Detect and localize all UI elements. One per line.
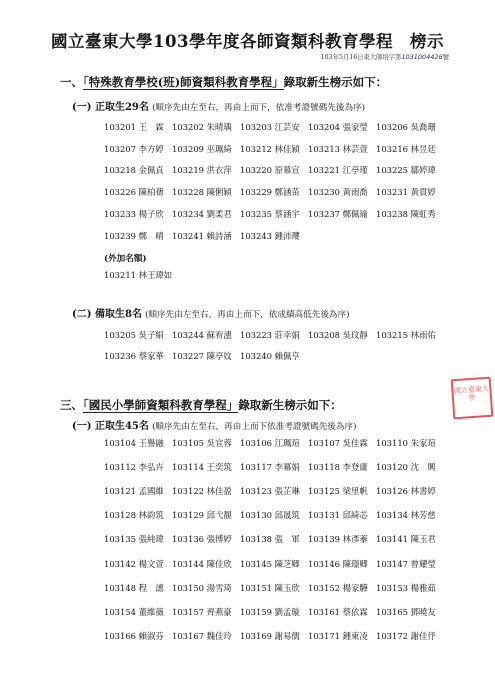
- doc-number-handwritten: 1031004426: [401, 53, 443, 61]
- admitted-student: 103172 謝佳伃: [376, 630, 436, 641]
- section-prefix: 一、: [60, 75, 83, 89]
- admitted-student: 103229 鄭涵苗: [240, 187, 300, 198]
- admitted-student: 103110 朱家瑄: [376, 438, 436, 448]
- name-row: [0, 350, 495, 364]
- official-seal-stamp: [451, 377, 494, 420]
- admitted-student: 103203 江芸安: [240, 122, 300, 132]
- admitted-student: 103126 林書婷: [376, 486, 436, 497]
- name-row: [0, 230, 495, 244]
- admitted-student: 103128 林韵筑: [104, 510, 164, 521]
- waitlist-heading: [72, 305, 349, 320]
- admitted-student: 103161 蔡依霖: [308, 606, 368, 617]
- admitted-student: 103147 曾耀瑩: [376, 558, 436, 569]
- admitted-student: 103209 巫珮綺: [172, 143, 232, 154]
- admitted-student: 103114 王奕筑: [172, 462, 232, 473]
- section-suffix: 錄取新生榜示如下：: [283, 75, 388, 89]
- admitted-student: 103150 湯雪琦: [172, 582, 232, 593]
- section-elementary-heading: [60, 397, 342, 413]
- admitted-student: 103167 魏佳玲: [172, 630, 232, 641]
- admitted-student: 103244 蘇宥潓: [172, 330, 232, 340]
- section-prefix: 三、: [60, 398, 83, 412]
- admitted-student: 103169 謝易儒: [240, 630, 300, 641]
- waitlist-note: (順序先由左至右，再由上而下，依成績高低先後為序): [145, 310, 350, 320]
- admitted-student: 103104 王譽融: [104, 438, 164, 448]
- name-row: [0, 437, 495, 451]
- elementary-regular-note: (順序先由左至右，再由上而下依准考證號碼先後為序): [152, 422, 357, 432]
- doc-number-printed: 103年5月16日東大師培字第: [320, 54, 402, 61]
- admitted-student: 103235 蔡涵宇: [240, 208, 300, 219]
- admitted-student: 103157 齊燕豪: [172, 606, 232, 617]
- stamp-text: 國立臺東大學: [453, 384, 490, 403]
- admitted-student: 103241 賴詩涵: [172, 230, 232, 241]
- admitted-student: 103152 楊家驊: [308, 582, 368, 593]
- name-row: [0, 485, 495, 499]
- waitlist-label: (二) 備取生8名: [72, 309, 142, 320]
- admitted-student: 103125 梁里帆: [308, 486, 368, 497]
- admitted-student: 103211 林王瑋如: [104, 270, 173, 280]
- section-special-education-heading: [60, 74, 387, 90]
- admitted-student: 103236 蔡家華: [104, 351, 164, 361]
- admitted-student: 103231 黃貫婷: [376, 187, 436, 198]
- regular-admission-label: (一) 正取生29名: [72, 102, 149, 113]
- admitted-student: 103204 張家瑩: [308, 122, 368, 132]
- name-row: [0, 533, 495, 547]
- doc-number-suffix: 號: [442, 54, 449, 61]
- admitted-student: 103207 李方婷: [104, 143, 164, 154]
- admitted-student: 103237 鄭佩瑜: [308, 208, 368, 219]
- name-row: [0, 121, 495, 135]
- admitted-student: 103223 莊幸娟: [240, 330, 300, 340]
- regular-admission-note: (順序先由左至右，再由上而下，依准考證號碼先後為序): [152, 103, 366, 113]
- admitted-student: 103159 劉孟璇: [240, 606, 300, 617]
- admitted-student: 103120 沈 興: [376, 462, 436, 473]
- admitted-student: 103151 陳玉欣: [240, 582, 300, 593]
- admitted-student: 103220 原慕宣: [240, 165, 300, 176]
- regular-admission-heading: [72, 98, 365, 113]
- name-row: [0, 164, 495, 178]
- name-row: [0, 558, 495, 572]
- name-row: [0, 269, 495, 283]
- admitted-student: 103142 楊文萱: [104, 558, 164, 569]
- admitted-student: 103215 林雨佑: [376, 330, 436, 340]
- name-row: [0, 509, 495, 523]
- admitted-student: 103226 陳柏蒨: [104, 187, 164, 198]
- admitted-student: 103129 邱弋靚: [172, 510, 232, 521]
- admitted-student: 103154 董維薇: [104, 606, 164, 617]
- name-row: [0, 606, 495, 620]
- admitted-student: 103243 鍾沛瓔: [240, 230, 300, 241]
- admitted-student: 103117 李冪娟: [240, 462, 300, 473]
- page-title: 國立臺東大學103學年度各師資類科教育學程 榜示: [51, 32, 444, 51]
- admitted-student: 103213 林芸萱: [308, 143, 368, 154]
- admitted-student: 103107 吳佳霖: [308, 438, 368, 448]
- admitted-student: 103134 林芳慈: [376, 510, 436, 521]
- admitted-student: 103141 陳玉君: [376, 534, 436, 545]
- admitted-student: 103145 陳芝卿: [240, 558, 300, 569]
- admitted-student: 103153 楊雅茹: [376, 582, 436, 593]
- section-suffix: 錄取新生榜示如下：: [238, 398, 342, 412]
- name-row: [0, 143, 495, 157]
- admitted-student: 103165 鄧曉友: [376, 606, 436, 617]
- admitted-student: 103230 黃雨喬: [308, 187, 368, 198]
- document-number: [321, 52, 449, 61]
- admitted-student: 103166 賴淑芬: [104, 630, 164, 641]
- admitted-student: 103233 楊子欣: [104, 208, 164, 219]
- admitted-student: 103121 孟國維: [104, 486, 164, 497]
- name-row: [0, 461, 495, 475]
- admitted-student: 103225 鄒婷瑋: [376, 165, 436, 176]
- admitted-student: 103216 林昱廷: [376, 143, 436, 154]
- admitted-student: 103139 林彥蓁: [308, 534, 368, 545]
- admitted-student: 103123 張芷琳: [240, 486, 300, 497]
- admitted-student: 103201 王 霖: [104, 122, 164, 132]
- name-row: [0, 582, 495, 596]
- extra-quota-label: (外加名額): [104, 254, 147, 264]
- admitted-student: 103238 陳虹秀: [376, 208, 436, 219]
- admitted-student: 103148 程 譓: [104, 582, 164, 593]
- program-name: 「特殊教育學校(班)師資類科教育學程」: [83, 75, 284, 89]
- admitted-student: 103131 邱綺芯: [308, 510, 368, 521]
- admitted-student: 103206 吳喬珊: [376, 122, 436, 132]
- admitted-student: 103146 陳璟卿: [308, 558, 368, 569]
- admitted-student: 103144 陳佳欣: [172, 558, 232, 569]
- admitted-student: 103202 朱晴瑀: [172, 122, 232, 132]
- elementary-regular-label: (一) 正取生45名: [72, 421, 149, 432]
- name-row: [0, 208, 495, 222]
- admitted-student: 103219 洪衣萍: [172, 165, 232, 176]
- admitted-student: 103171 鍾東凌: [308, 630, 368, 641]
- admitted-student: 103138 張 軍: [240, 534, 300, 545]
- admitted-student: 103239 鄭 晴: [104, 230, 164, 241]
- name-row: [0, 329, 495, 343]
- program-name: 「國民小學師資類科教育學程」: [83, 398, 239, 412]
- admitted-student: 103208 吳玟靜: [308, 330, 368, 340]
- elementary-regular-heading: [72, 417, 356, 432]
- name-row: [0, 186, 495, 200]
- admitted-student: 103130 邱晟筑: [240, 510, 300, 521]
- admitted-student: 103106 江珮瑄: [240, 438, 300, 448]
- admitted-student: 103122 林佳盈: [172, 486, 232, 497]
- admitted-student: 103136 張博婷: [172, 534, 232, 545]
- admitted-student: 103135 張純瑋: [104, 534, 164, 545]
- admitted-student: 103218 金佩貞: [104, 165, 164, 176]
- admitted-student: 103112 李弘卉: [104, 462, 164, 473]
- admitted-student: 103227 陳亭妏: [172, 351, 232, 361]
- admitted-student: 103234 劉柔君: [172, 208, 232, 219]
- admitted-student: 103240 賴佩亨: [240, 351, 300, 361]
- admitted-student: 103228 陳俐穎: [172, 187, 232, 198]
- admitted-student: 103221 江亭瑾: [308, 165, 368, 176]
- name-row: [0, 630, 495, 644]
- admitted-student: 103212 林佳穎: [240, 143, 300, 154]
- admitted-student: 103105 吳宜蓉: [172, 438, 232, 448]
- admitted-student: 103205 吳子絹: [104, 330, 164, 340]
- admitted-student: 103118 李登庸: [308, 462, 368, 473]
